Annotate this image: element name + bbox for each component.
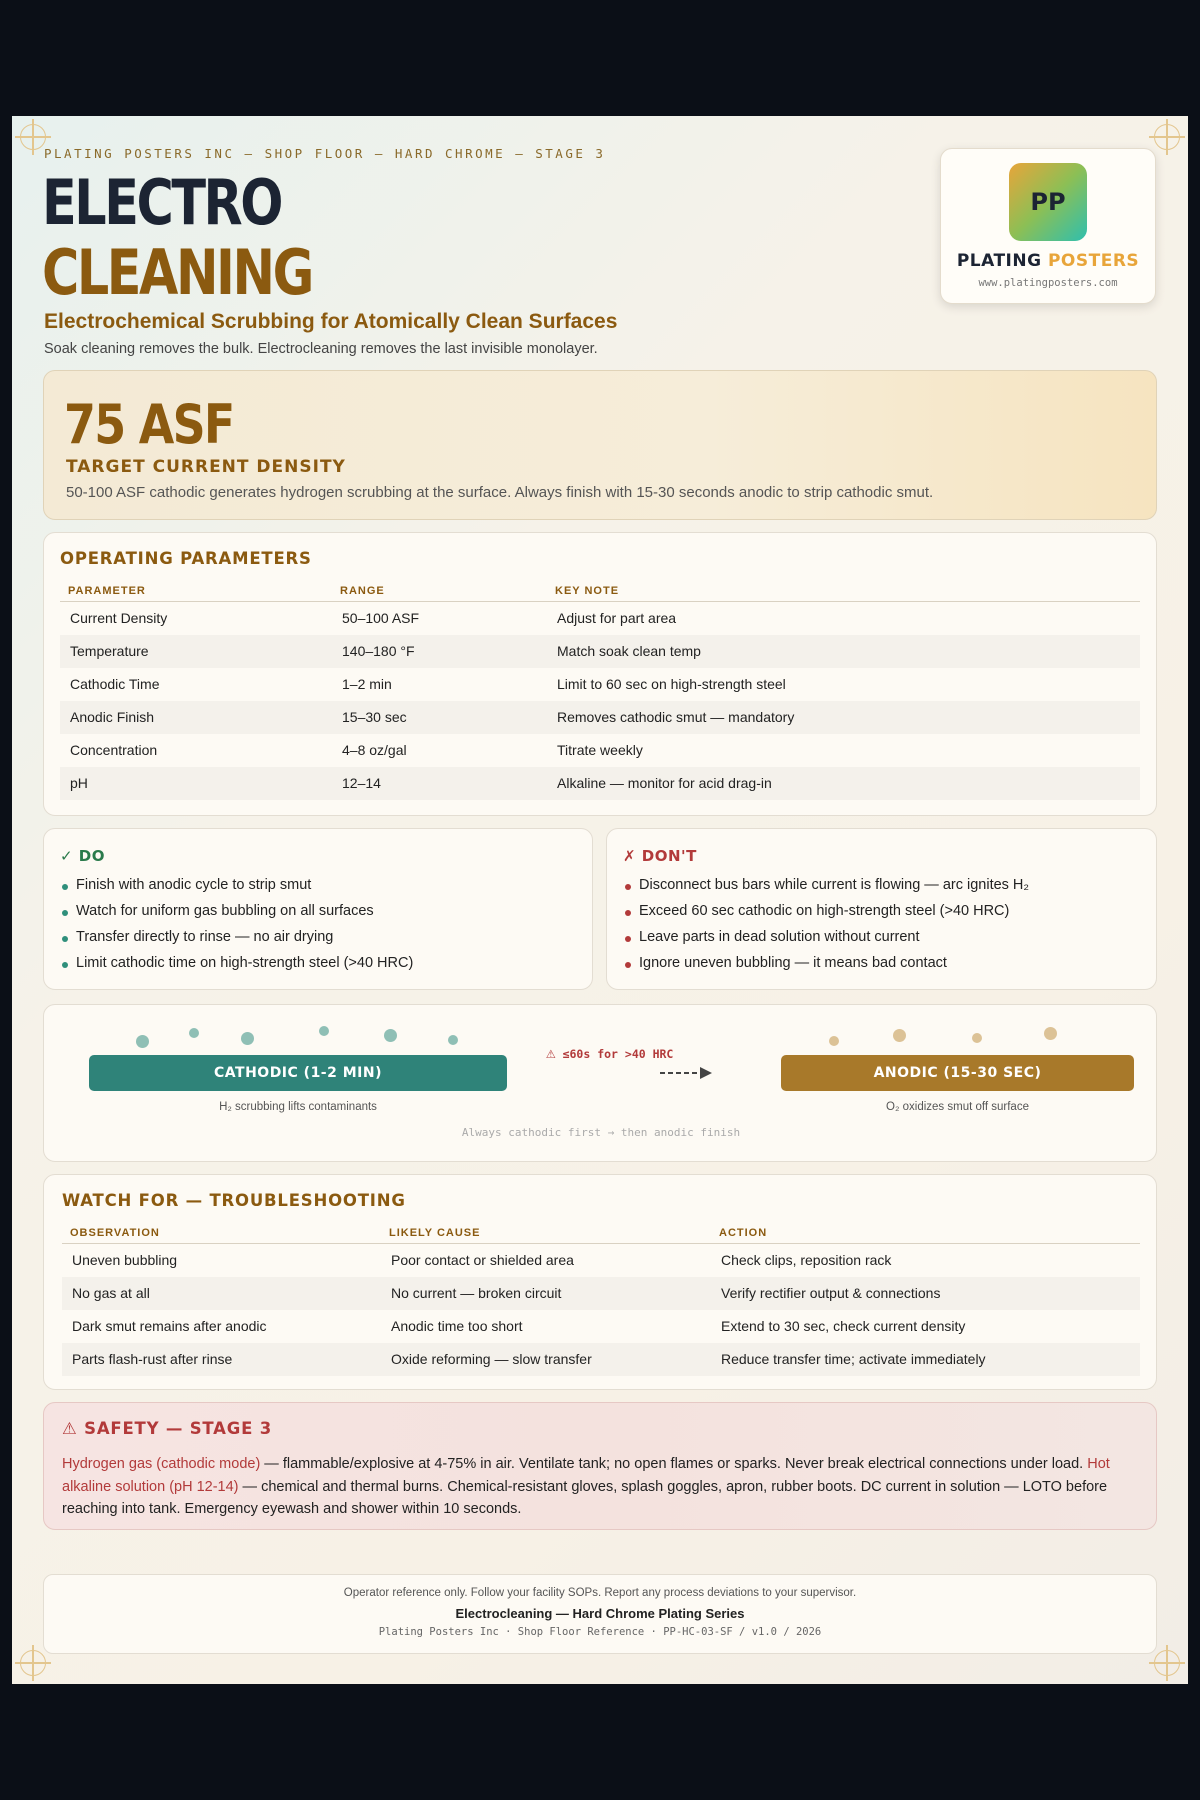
table-cell: 12–14 [332,767,547,800]
table-cell: Reduce transfer time; activate immediately [711,1343,1140,1376]
table-cell: Limit to 60 sec on high-strength steel [557,676,786,692]
table-row [60,668,1140,701]
logo-mark-icon: PP [1009,163,1087,241]
parameters-table [60,585,1140,800]
table-cell: Alkaline — monitor for acid drag-in [547,767,1140,800]
safety-title: ⚠ SAFETY — STAGE 3 [62,1419,272,1438]
table-cell: 4–8 oz/gal [342,742,407,758]
table-cell: Anodic Finish [60,701,332,734]
table-cell: Adjust for part area [557,610,677,627]
list-item: Exceed 60 sec cathodic on high-strength steel (>40 HRC) [623,903,1140,929]
list-item: Leave parts in dead solution without current [623,929,1140,955]
troubleshooting-card [43,1174,1157,1390]
oxygen-bubble [893,1029,906,1042]
table-cell: Current Density [70,610,168,627]
process-diagram-card [43,1004,1157,1162]
safety-text-part: — flammable/explosive at 4-75% in air. Ventilate tank; no open flames or sparks. Never break electrical connections under load. [260,1456,1088,1472]
warning-icon: ⚠ [546,1043,556,1062]
registration-mark-icon [1154,1650,1180,1676]
cathodic-stage-bar: CATHODIC (1-2 MIN) [89,1055,507,1091]
section-title: OPERATING PARAMETERS [60,549,312,568]
hero-panel [43,370,1157,520]
list-item: Transfer directly to rinse — no air drying [60,929,576,955]
brand-logo [940,148,1156,304]
list-item: Disconnect bus bars while current is flowing — arc ignites H₂ [623,877,1140,903]
poster [12,116,1188,1684]
table-cell: Cathodic Time [70,676,160,692]
do-card [43,828,593,990]
list-item: Watch for uniform gas bubbling on all surfaces [60,903,576,929]
hero-text: 50-100 ASF cathodic generates hydrogen scrubbing at the surface. Always finish with 15-30 seconds anodic to strip cathodic smut. [66,484,934,501]
anodic-caption: O₂ oxidizes smut off surface [886,1101,1029,1113]
hero-label: TARGET CURRENT DENSITY [66,457,346,477]
column-header: LIKELY CAUSE [381,1227,711,1244]
table-cell: Extend to 30 sec, check current density [721,1318,966,1334]
safety-text [62,1453,1142,1521]
column-header: PARAMETER [60,585,332,602]
table-cell: Oxide reforming — slow transfer [381,1343,711,1376]
registration-mark-icon [20,124,46,150]
hydrogen-bubble [384,1029,397,1042]
do-title: ✓ DO [60,847,105,865]
operating-parameters-card [43,532,1157,816]
oxygen-bubble [972,1033,982,1043]
table-row [62,1343,1140,1376]
oxygen-bubble [829,1036,839,1046]
column-header: RANGE [332,585,547,602]
table-row [60,602,1140,635]
warning-text: ≤60s for >40 HRC [562,1047,674,1061]
table-row [62,1310,1140,1343]
table-row [60,767,1140,800]
table-cell: No gas at all [62,1277,381,1310]
footer-series: Electrocleaning — Hard Chrome Plating Series [455,1606,745,1621]
hydrogen-bubble [319,1026,329,1036]
column-header: ACTION [711,1227,1140,1244]
table-cell: Verify rectifier output & connections [711,1277,1140,1310]
table-cell: Match soak clean temp [547,635,1140,668]
anodic-stage-bar: ANODIC (15-30 SEC) [781,1055,1134,1091]
footer-disclaimer: Operator reference only. Follow your facility SOPs. Report any process deviations to your supervisor. [343,1587,857,1599]
column-header: KEY NOTE [547,585,1140,602]
safety-text-part: — chemical and thermal burns. Chemical-resistant gloves, splash goggles, apron, rubber boots. DC current in solution — LOTO before reaching into tank. Emergency eyewash and shower within 10 seconds. [62,1478,1108,1517]
table-cell: 1–2 min [342,676,392,692]
table-row [62,1277,1140,1310]
safety-panel [43,1402,1157,1530]
table-cell: 15–30 sec [332,701,547,734]
list-item: Ignore uneven bubbling — it means bad contact [623,955,1140,981]
table-row [62,1244,1140,1277]
table-cell: Uneven bubbling [72,1252,178,1269]
dont-card [606,828,1157,990]
subtitle: Electrochemical Scrubbing for Atomically Clean Surfaces [44,310,618,333]
table-cell: Poor contact or shielded area [391,1252,574,1269]
hydrogen-bubble [189,1028,199,1038]
time-limit-warning [546,1043,673,1062]
hydrogen-bubble [241,1032,254,1045]
logo-name-part1: PLATING [956,251,1048,271]
kicker: PLATING POSTERS INC — SHOP FLOOR — HARD CHROME — STAGE 3 [44,146,606,161]
hydrogen-bubble [136,1035,149,1048]
safety-highlight: Hot alkaline solution (pH 12-14) [62,1456,1110,1495]
column-header: OBSERVATION [62,1227,381,1244]
table-cell: pH [60,767,332,800]
page-title-line2: CLEANING [42,236,312,309]
list-item: Finish with anodic cycle to strip smut [60,877,576,903]
registration-mark-icon [20,1650,46,1676]
list-item: Limit cathodic time on high-strength steel (>40 HRC) [60,955,576,981]
table-row [60,701,1140,734]
logo-name-part2: POSTERS [1047,251,1140,271]
table-cell: 50–100 ASF [342,610,420,627]
table-cell: Check clips, reposition rack [721,1252,892,1269]
cathodic-caption: H₂ scrubbing lifts contaminants [219,1101,377,1113]
sequence-note: Always cathodic first → then anodic finish [461,1126,741,1139]
do-list [60,877,576,981]
hero-value: 75 ASF [64,393,234,456]
table-cell: 140–180 °F [332,635,547,668]
table-cell: Parts flash-rust after rinse [62,1343,381,1376]
logo-name [941,251,1155,271]
table-cell: Concentration [70,742,158,758]
hydrogen-bubble [448,1035,458,1045]
logo-url: www.platingposters.com [978,277,1118,289]
footer-meta: Plating Posters Inc · Shop Floor Reference · PP-HC-03-SF / v1.0 / 2026 [378,1626,822,1638]
oxygen-bubble [1044,1027,1057,1040]
table-cell: Temperature [60,635,332,668]
troubleshooting-table [62,1227,1140,1376]
arrow-right-icon [658,1066,714,1080]
safety-highlight: Hydrogen gas (cathodic mode) [62,1456,261,1472]
table-cell: Removes cathodic smut — mandatory [547,701,1140,734]
table-row [60,635,1140,668]
table-cell: Dark smut remains after anodic [72,1318,267,1334]
section-title: WATCH FOR — TROUBLESHOOTING [62,1191,406,1210]
table-cell: Anodic time too short [391,1318,523,1334]
dont-title: ✗ DON'T [623,847,697,865]
dont-list [623,877,1140,981]
table-cell: Titrate weekly [557,742,643,758]
page-title-line1: ELECTRO [42,166,281,239]
table-cell: No current — broken circuit [381,1277,711,1310]
table-row [60,734,1140,767]
intro-text: Soak cleaning removes the bulk. Electrocleaning removes the last invisible monolayer. [44,341,598,357]
registration-mark-icon [1154,124,1180,150]
footer [43,1574,1157,1654]
